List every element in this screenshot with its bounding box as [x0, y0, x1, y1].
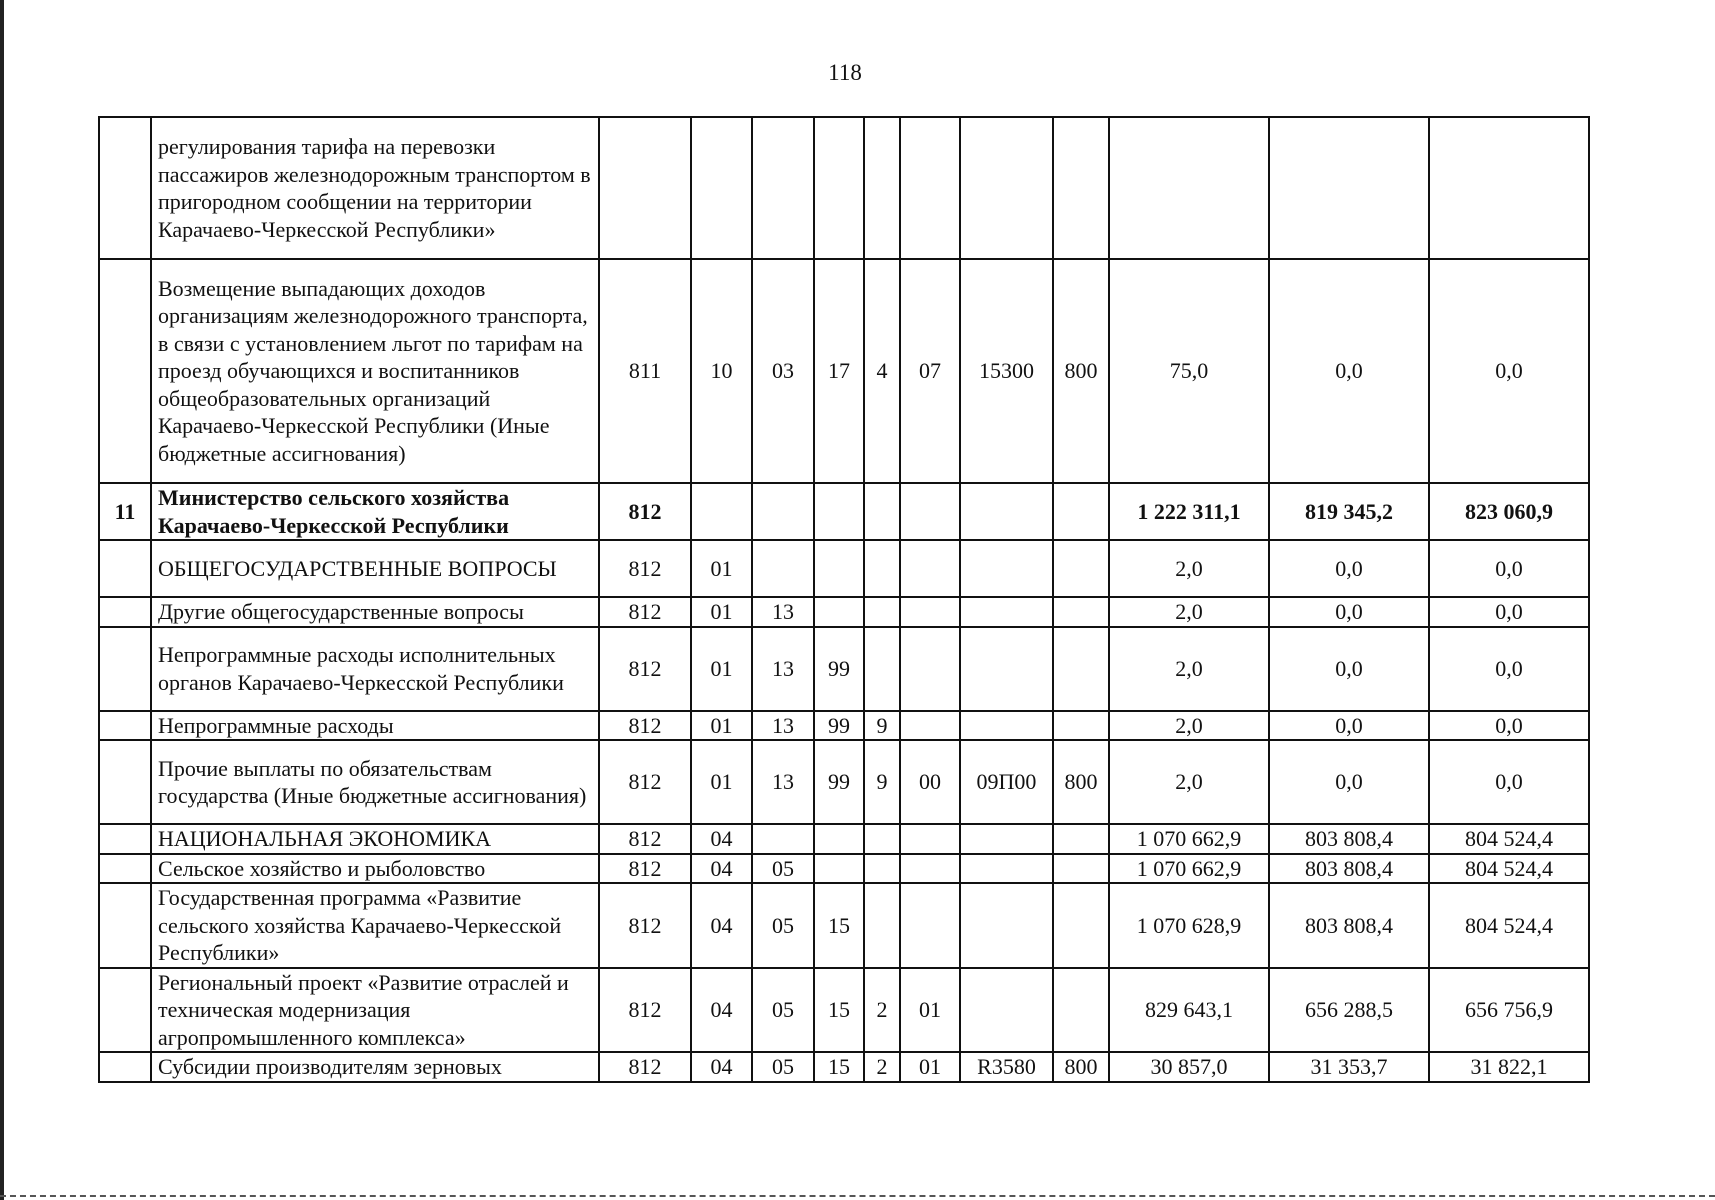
value-year-1: 1 070 662,9: [1109, 824, 1269, 854]
row-number: [99, 824, 151, 854]
table-row: [99, 117, 1589, 259]
code-section: 01: [691, 540, 752, 597]
code-section: 04: [691, 854, 752, 884]
value-year-1: 75,0: [1109, 259, 1269, 483]
code-program: [814, 597, 864, 627]
row-name: Другие общегосударственные вопросы: [151, 597, 599, 627]
table-row: [99, 597, 1589, 627]
value-year-1: 1 222 311,1: [1109, 483, 1269, 540]
value-year-3: 823 060,9: [1429, 483, 1589, 540]
code-subprogram: [864, 883, 900, 968]
value-year-3: 0,0: [1429, 627, 1589, 711]
code-event: [900, 711, 960, 741]
table-row: [99, 824, 1589, 854]
code-event: 01: [900, 1052, 960, 1082]
row-number: [99, 540, 151, 597]
code-event: [900, 540, 960, 597]
value-year-1: 2,0: [1109, 740, 1269, 824]
code-program: 15: [814, 883, 864, 968]
code-subprogram: [864, 854, 900, 884]
value-year-1: 2,0: [1109, 711, 1269, 741]
value-year-2: 819 345,2: [1269, 483, 1429, 540]
table-row: [99, 968, 1589, 1053]
code-subprogram: 4: [864, 259, 900, 483]
value-year-1: 829 643,1: [1109, 968, 1269, 1053]
code-direction: [960, 597, 1053, 627]
code-ministry: 812: [599, 597, 691, 627]
code-program: 15: [814, 1052, 864, 1082]
code-ministry: 812: [599, 740, 691, 824]
row-number: [99, 883, 151, 968]
code-subprogram: [864, 824, 900, 854]
code-section: 01: [691, 597, 752, 627]
row-number: [99, 854, 151, 884]
code-direction: [960, 627, 1053, 711]
code-expense-type: [1053, 883, 1109, 968]
code-direction: [960, 854, 1053, 884]
code-ministry: 812: [599, 854, 691, 884]
code-program: 99: [814, 711, 864, 741]
row-number: [99, 711, 151, 741]
budget-table: [98, 116, 1590, 1083]
code-subsection: 13: [752, 711, 814, 741]
value-year-1: 2,0: [1109, 540, 1269, 597]
row-number: [99, 259, 151, 483]
code-expense-type: [1053, 968, 1109, 1053]
code-program: 99: [814, 627, 864, 711]
row-name: Прочие выплаты по обязательствам государства (Иные бюджетные ассигнования): [151, 740, 599, 824]
value-year-3: 0,0: [1429, 740, 1589, 824]
row-number: [99, 597, 151, 627]
code-direction: 15300: [960, 259, 1053, 483]
code-subsection: 13: [752, 597, 814, 627]
row-number: [99, 740, 151, 824]
row-name: Министерство сельского хозяйства Карачаево-Черкесской Республики: [151, 483, 599, 540]
code-expense-type: [1053, 483, 1109, 540]
code-expense-type: [1053, 540, 1109, 597]
code-subprogram: [864, 483, 900, 540]
code-event: 00: [900, 740, 960, 824]
value-year-3: [1429, 117, 1589, 259]
row-number: [99, 1052, 151, 1082]
value-year-2: 803 808,4: [1269, 824, 1429, 854]
row-number: 11: [99, 483, 151, 540]
code-subprogram: 2: [864, 968, 900, 1053]
table-row-ministry-header: [99, 483, 1589, 540]
code-section: [691, 117, 752, 259]
code-event: [900, 883, 960, 968]
code-subprogram: [864, 627, 900, 711]
value-year-3: 31 822,1: [1429, 1052, 1589, 1082]
table-row: [99, 883, 1589, 968]
code-expense-type: 800: [1053, 259, 1109, 483]
row-name: Государственная программа «Развитие сельского хозяйства Карачаево-Черкесской Республики»: [151, 883, 599, 968]
code-subprogram: 2: [864, 1052, 900, 1082]
row-name: Субсидии производителям зерновых: [151, 1052, 599, 1082]
code-direction: [960, 483, 1053, 540]
code-ministry: 812: [599, 540, 691, 597]
code-expense-type: 800: [1053, 740, 1109, 824]
row-name: Непрограммные расходы исполнительных органов Карачаево-Черкесской Республики: [151, 627, 599, 711]
code-expense-type: [1053, 711, 1109, 741]
code-program: 17: [814, 259, 864, 483]
row-name: ОБЩЕГОСУДАРСТВЕННЫЕ ВОПРОСЫ: [151, 540, 599, 597]
row-number: [99, 968, 151, 1053]
value-year-2: [1269, 117, 1429, 259]
value-year-3: 0,0: [1429, 597, 1589, 627]
code-subsection: [752, 117, 814, 259]
code-subsection: [752, 540, 814, 597]
code-expense-type: 800: [1053, 1052, 1109, 1082]
code-subprogram: [864, 540, 900, 597]
code-event: [900, 117, 960, 259]
code-expense-type: [1053, 117, 1109, 259]
code-direction: R3580: [960, 1052, 1053, 1082]
code-section: 04: [691, 1052, 752, 1082]
code-subsection: 13: [752, 740, 814, 824]
code-subsection: 05: [752, 968, 814, 1053]
code-event: 07: [900, 259, 960, 483]
table-row: [99, 711, 1589, 741]
row-name: Региональный проект «Развитие отраслей и техническая модернизация агропромышленного комплекса»: [151, 968, 599, 1053]
code-expense-type: [1053, 627, 1109, 711]
code-program: [814, 483, 864, 540]
table-row: [99, 1052, 1589, 1082]
code-section: [691, 483, 752, 540]
code-subprogram: [864, 597, 900, 627]
code-program: [814, 117, 864, 259]
row-name: НАЦИОНАЛЬНАЯ ЭКОНОМИКА: [151, 824, 599, 854]
scan-bottom-edge: [0, 1195, 1715, 1197]
table-row: [99, 854, 1589, 884]
code-event: [900, 597, 960, 627]
code-section: 04: [691, 968, 752, 1053]
value-year-2: 31 353,7: [1269, 1052, 1429, 1082]
code-ministry: 812: [599, 883, 691, 968]
row-name: Непрограммные расходы: [151, 711, 599, 741]
code-subsection: [752, 824, 814, 854]
code-event: [900, 824, 960, 854]
code-ministry: [599, 117, 691, 259]
table-row: [99, 740, 1589, 824]
code-ministry: 812: [599, 968, 691, 1053]
code-section: 10: [691, 259, 752, 483]
value-year-1: 1 070 662,9: [1109, 854, 1269, 884]
value-year-2: 803 808,4: [1269, 854, 1429, 884]
value-year-3: 0,0: [1429, 259, 1589, 483]
code-program: 99: [814, 740, 864, 824]
code-ministry: 812: [599, 824, 691, 854]
code-event: 01: [900, 968, 960, 1053]
code-program: [814, 824, 864, 854]
code-subprogram: 9: [864, 711, 900, 741]
value-year-3: 0,0: [1429, 711, 1589, 741]
code-expense-type: [1053, 597, 1109, 627]
code-direction: [960, 883, 1053, 968]
value-year-3: 0,0: [1429, 540, 1589, 597]
value-year-1: 2,0: [1109, 597, 1269, 627]
code-ministry: 812: [599, 627, 691, 711]
row-number: [99, 117, 151, 259]
code-subsection: 05: [752, 1052, 814, 1082]
code-direction: 09П00: [960, 740, 1053, 824]
value-year-2: 803 808,4: [1269, 883, 1429, 968]
code-ministry: 812: [599, 483, 691, 540]
value-year-1: 30 857,0: [1109, 1052, 1269, 1082]
code-ministry: 811: [599, 259, 691, 483]
code-program: [814, 540, 864, 597]
code-section: 04: [691, 883, 752, 968]
value-year-3: 804 524,4: [1429, 883, 1589, 968]
code-direction: [960, 117, 1053, 259]
row-name: регулирования тарифа на перевозки пассажиров железнодорожным транспортом в пригородном сообщении на территории Карачаево-Черкесской Республики»: [151, 117, 599, 259]
code-program: 15: [814, 968, 864, 1053]
code-event: [900, 483, 960, 540]
code-direction: [960, 711, 1053, 741]
code-subsection: 03: [752, 259, 814, 483]
code-subsection: 05: [752, 854, 814, 884]
code-section: 01: [691, 740, 752, 824]
value-year-2: 0,0: [1269, 740, 1429, 824]
code-event: [900, 854, 960, 884]
page-number: 118: [828, 60, 862, 85]
value-year-2: 0,0: [1269, 597, 1429, 627]
row-name: Возмещение выпадающих доходов организациям железнодорожного транспорта, в связи с установлением льгот по тарифам на проезд обучающихся и воспитанников общеобразовательных организаций Карачаево-Черкесской Республики (Иные бюджетные ассигнования): [151, 259, 599, 483]
table-row: [99, 259, 1589, 483]
value-year-3: 804 524,4: [1429, 854, 1589, 884]
scan-left-edge: [0, 0, 4, 1200]
code-event: [900, 627, 960, 711]
table-row: [99, 540, 1589, 597]
value-year-1: 2,0: [1109, 627, 1269, 711]
row-number: [99, 627, 151, 711]
value-year-1: [1109, 117, 1269, 259]
code-subsection: [752, 483, 814, 540]
code-direction: [960, 968, 1053, 1053]
value-year-2: 0,0: [1269, 711, 1429, 741]
value-year-3: 804 524,4: [1429, 824, 1589, 854]
value-year-2: 0,0: [1269, 259, 1429, 483]
value-year-2: 656 288,5: [1269, 968, 1429, 1053]
value-year-3: 656 756,9: [1429, 968, 1589, 1053]
value-year-1: 1 070 628,9: [1109, 883, 1269, 968]
value-year-2: 0,0: [1269, 627, 1429, 711]
code-subsection: 05: [752, 883, 814, 968]
value-year-2: 0,0: [1269, 540, 1429, 597]
code-subsection: 13: [752, 627, 814, 711]
code-expense-type: [1053, 824, 1109, 854]
code-program: [814, 854, 864, 884]
code-ministry: 812: [599, 1052, 691, 1082]
code-section: 01: [691, 711, 752, 741]
code-section: 04: [691, 824, 752, 854]
table-row: [99, 627, 1589, 711]
code-section: 01: [691, 627, 752, 711]
row-name: Сельское хозяйство и рыболовство: [151, 854, 599, 884]
code-ministry: 812: [599, 711, 691, 741]
code-subprogram: [864, 117, 900, 259]
code-subprogram: 9: [864, 740, 900, 824]
code-expense-type: [1053, 854, 1109, 884]
code-direction: [960, 540, 1053, 597]
code-direction: [960, 824, 1053, 854]
